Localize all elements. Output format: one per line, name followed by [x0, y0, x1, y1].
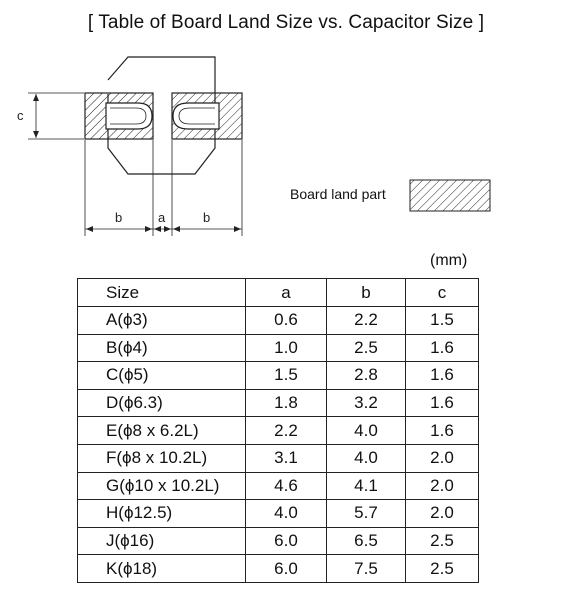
dimension-b-right-label: b	[203, 210, 211, 225]
cell-c: 2.5	[406, 527, 479, 555]
page-title: [ Table of Board Land Size vs. Capacitor Size ]	[87, 12, 485, 33]
header-a: a	[246, 279, 327, 307]
table-row	[78, 444, 479, 472]
legend-label: Board land part	[290, 186, 386, 202]
cell-size: A(ϕ3)	[78, 307, 246, 335]
dimension-c-label: c	[17, 108, 24, 123]
cell-b: 2.5	[327, 334, 406, 362]
cell-size: G(ϕ10 x 10.2L)	[78, 472, 246, 500]
cell-b: 5.7	[327, 500, 406, 528]
cell-size: J(ϕ16)	[78, 527, 246, 555]
cell-a: 3.1	[246, 444, 327, 472]
cell-a: 6.0	[246, 555, 327, 583]
cell-b: 2.8	[327, 362, 406, 390]
table-row	[78, 362, 479, 390]
header-c: c	[406, 279, 479, 307]
cell-a: 4.6	[246, 472, 327, 500]
cell-size: C(ϕ5)	[78, 362, 246, 390]
cell-b: 4.0	[327, 444, 406, 472]
cell-b: 4.1	[327, 472, 406, 500]
cell-a: 2.2	[246, 417, 327, 445]
cell-a: 1.8	[246, 389, 327, 417]
terminal-right	[173, 103, 219, 129]
cell-a: 1.5	[246, 362, 327, 390]
cell-size: K(ϕ18)	[78, 555, 246, 583]
cell-a: 4.0	[246, 500, 327, 528]
cell-b: 6.5	[327, 527, 406, 555]
legend-swatch	[410, 180, 490, 211]
table-row	[78, 472, 479, 500]
cell-c: 1.6	[406, 334, 479, 362]
table-row	[78, 527, 479, 555]
table-header-row	[78, 279, 479, 307]
dimension-b-left-label: b	[115, 210, 123, 225]
header-b: b	[327, 279, 406, 307]
table-row	[78, 389, 479, 417]
cell-a: 1.0	[246, 334, 327, 362]
table-row	[78, 555, 479, 583]
unit-label: (mm)	[430, 252, 468, 269]
header-size: Size	[78, 279, 246, 307]
cell-size: B(ϕ4)	[78, 334, 246, 362]
table-row	[78, 500, 479, 528]
terminal-left	[106, 103, 152, 129]
cell-b: 7.5	[327, 555, 406, 583]
cell-b: 4.0	[327, 417, 406, 445]
land-pattern-diagram	[0, 0, 572, 250]
cell-c: 2.0	[406, 472, 479, 500]
cell-size: D(ϕ6.3)	[78, 389, 246, 417]
cell-c: 2.0	[406, 500, 479, 528]
table-row	[78, 307, 479, 335]
cell-b: 3.2	[327, 389, 406, 417]
cell-c: 2.0	[406, 444, 479, 472]
cell-c: 2.5	[406, 555, 479, 583]
land-size-table	[77, 278, 479, 583]
cell-c: 1.6	[406, 362, 479, 390]
cell-size: H(ϕ12.5)	[78, 500, 246, 528]
dimension-a-label: a	[158, 210, 166, 225]
cell-size: F(ϕ8 x 10.2L)	[78, 444, 246, 472]
table-row	[78, 417, 479, 445]
cell-c: 1.6	[406, 417, 479, 445]
cell-a: 0.6	[246, 307, 327, 335]
cell-c: 1.6	[406, 389, 479, 417]
table-row	[78, 334, 479, 362]
cell-a: 6.0	[246, 527, 327, 555]
cell-c: 1.5	[406, 307, 479, 335]
cell-size: E(ϕ8 x 6.2L)	[78, 417, 246, 445]
cell-b: 2.2	[327, 307, 406, 335]
